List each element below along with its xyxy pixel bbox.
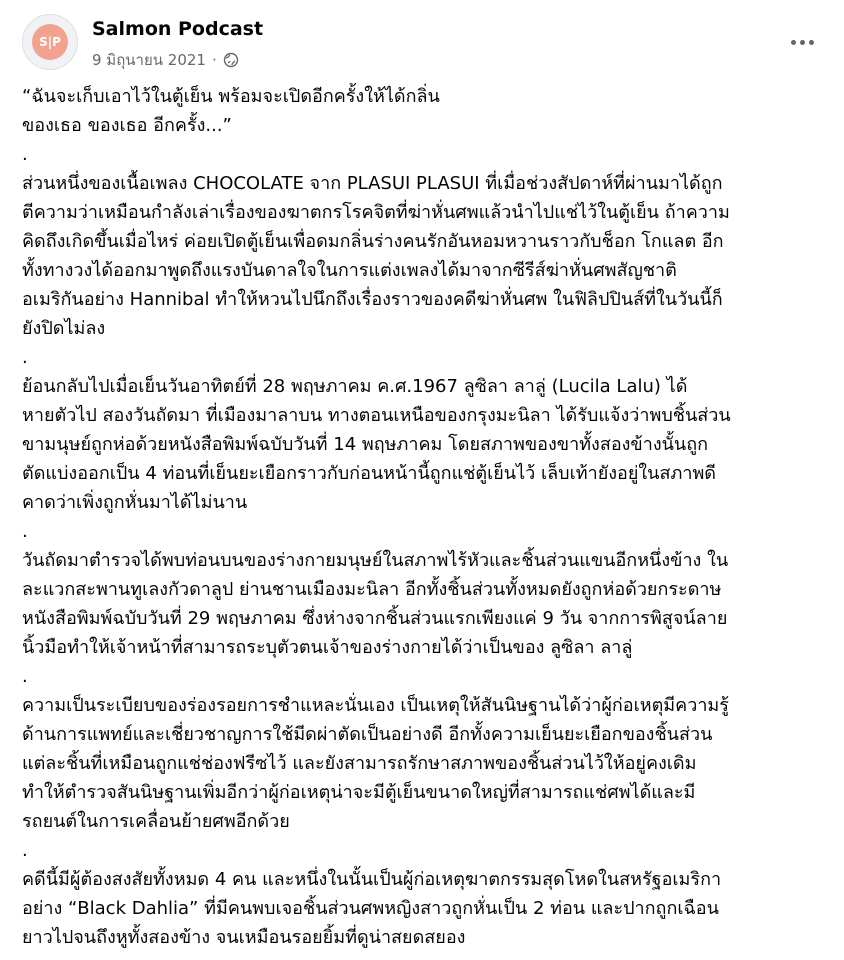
more-dot bbox=[791, 40, 796, 45]
text-line: นิ้วมือทำให้เจ้าหน้าที่สามารถระบุตัวตนเจ้าของร่างกายได้ว่าเป็นของ ลูซิลา ลาลู่ bbox=[22, 637, 633, 658]
paragraph-separator: . bbox=[22, 840, 28, 861]
text-line: ทั้งทางวงได้ออกมาพูดถึงแรงบันดาลใจในการแต่งเพลงได้มาจากซีรีส์ฆ่าหั่นศพสัญชาติ bbox=[22, 260, 677, 281]
more-dot bbox=[809, 40, 814, 45]
globe-icon[interactable] bbox=[223, 52, 239, 68]
text-line: ยาวไปจนถึงหูทั้งสองข้าง จนเหมือนรอยยิ้มที่ดูน่าสยดสยอง bbox=[22, 927, 466, 948]
text-line: ตีความว่าเหมือนกำลังเล่าเรื่องของฆาตกรโรคจิตที่ฆ่าหั่นศพแล้วนำไปแช่ไว้ในตู้เย็น ถ้าความ bbox=[22, 202, 730, 223]
text-line: ละแวกสะพานทูเลงกัวดาลูป ย่านชานเมืองมะนิลา อีกทั้งชิ้นส่วนทั้งหมดยังถูกห่อด้วยกระดาษ bbox=[22, 579, 722, 600]
text-line: คิดถึงเกิดขึ้นเมื่อไหร่ ค่อยเปิดตู้เย็นเพื่อดมกลิ่นร่างคนรักอันหอมหวานราวกับช็อก โกแลต อีก bbox=[22, 231, 724, 252]
text-line: ด้านการแพทย์และเชี่ยวชาญการใช้มีดผ่าตัดเป็นอย่างดี อีกทั้งความเย็นยะเยือกของชิ้นส่วน bbox=[22, 724, 713, 745]
text-line: แต่ละชิ้นที่เหมือนถูกแช่ช่องฟรีซไว้ และยังสามารถรักษาสภาพของชิ้นส่วนไว้ให้อยู่คงเดิม bbox=[22, 753, 697, 774]
page-name-link[interactable]: Salmon Podcast bbox=[92, 18, 264, 40]
paragraph-separator: . bbox=[22, 521, 28, 542]
post-meta bbox=[92, 48, 239, 72]
text-line: หายตัวไป สองวันถัดมา ที่เมืองมาลาบน ทางตอนเหนือของกรุงมะนิลา ได้รับแจ้งว่าพบชิ้นส่วน bbox=[22, 405, 731, 426]
paragraph-separator: . bbox=[22, 347, 28, 368]
more-dot bbox=[800, 40, 805, 45]
text-line: ของเธอ ของเธอ อีกครั้ง...” bbox=[22, 115, 232, 136]
page-avatar[interactable] bbox=[22, 14, 78, 70]
avatar-logo: S|P bbox=[32, 24, 68, 60]
text-line: ทำให้ตำรวจสันนิษฐานเพิ่มอีกว่าผู้ก่อเหตุน่าจะมีตู้เย็นขนาดใหญ่ที่สามารถแช่ศพได้และมี bbox=[22, 782, 696, 803]
text-line: อเมริกันอย่าง Hannibal ทำให้หวนไปนึกถึงเรื่องราวของคดีฆ่าหั่นศพ ในฟิลิปปินส์ที่ในวันนี้ก็ bbox=[22, 289, 723, 310]
text-line: อย่าง “Black Dahlia” ที่มีคนพบเจอชิ้นส่วนศพหญิงสาวถูกหั่นเป็น 2 ท่อน และปากถูกเฉือน bbox=[22, 898, 719, 919]
text-line: หนังสือพิมพ์ฉบับวันที่ 29 พฤษภาคม ซึ่งห่างจากชิ้นส่วนแรกเพียงแค่ 9 วัน จากการพิสูจน์ลาย bbox=[22, 608, 728, 629]
paragraph-separator: . bbox=[22, 144, 28, 165]
text-line: ความเป็นระเบียบของร่องรอยการชำแหละนั่นเอง เป็นเหตุให้สันนิษฐานได้ว่าผู้ก่อเหตุมีความรู้ bbox=[22, 695, 729, 716]
text-line: ยังปิดไม่ลง bbox=[22, 318, 106, 339]
text-line: รถยนต์ในการเคลื่อนย้ายศพอีกด้วย bbox=[22, 811, 290, 832]
text-line: คาดว่าเพิ่งถูกหั่นมาได้ไม่นาน bbox=[22, 492, 248, 513]
post-date-link[interactable]: 9 มิถุนายน 2021 bbox=[92, 51, 206, 69]
meta-separator: · bbox=[211, 51, 217, 69]
text-line: “ฉันจะเก็บเอาไว้ในตู้เย็น พร้อมจะเปิดอีกครั้งให้ได้กลิ่น bbox=[22, 86, 440, 107]
text-line: วันถัดมาตำรวจได้พบท่อนบนของร่างกายมนุษย์ในสภาพไร้หัวและชิ้นส่วนแขนอีกหนึ่งข้าง ใน bbox=[22, 550, 729, 571]
post-text bbox=[22, 82, 828, 952]
text-line: ย้อนกลับไปเมื่อเย็นวันอาทิตย์ที่ 28 พฤษภาคม ค.ศ.1967 ลูซิลา ลาลู่ (Lucila Lalu) ได้ bbox=[22, 376, 688, 397]
text-line: คดีนี้มีผู้ต้องสงสัยทั้งหมด 4 คน และหนึ่งในนั้นเป็นผู้ก่อเหตุฆาตกรรมสุดโหดในสหรัฐอเมริกา bbox=[22, 869, 722, 890]
text-line: ตัดแบ่งออกเป็น 4 ท่อนที่เย็นยะเยือกราวกับก่อนหน้านี้ถูกแช่ตู้เย็นไว้ เล็บเท้ายังอยู่ในสภาพดี bbox=[22, 463, 716, 484]
more-options-button[interactable] bbox=[784, 28, 820, 56]
paragraph-separator: . bbox=[22, 666, 28, 687]
text-line: ขามนุษย์ถูกห่อด้วยหนังสือพิมพ์ฉบับวันที่ 14 พฤษภาคม โดยสภาพของขาทั้งสองข้างนั้นถูก bbox=[22, 434, 709, 455]
text-line: ส่วนหนึ่งของเนื้อเพลง CHOCOLATE จาก PLASUI PLASUI ที่เมื่อช่วงสัปดาห์ที่ผ่านมาได้ถูก bbox=[22, 173, 723, 194]
post-header bbox=[22, 14, 822, 74]
